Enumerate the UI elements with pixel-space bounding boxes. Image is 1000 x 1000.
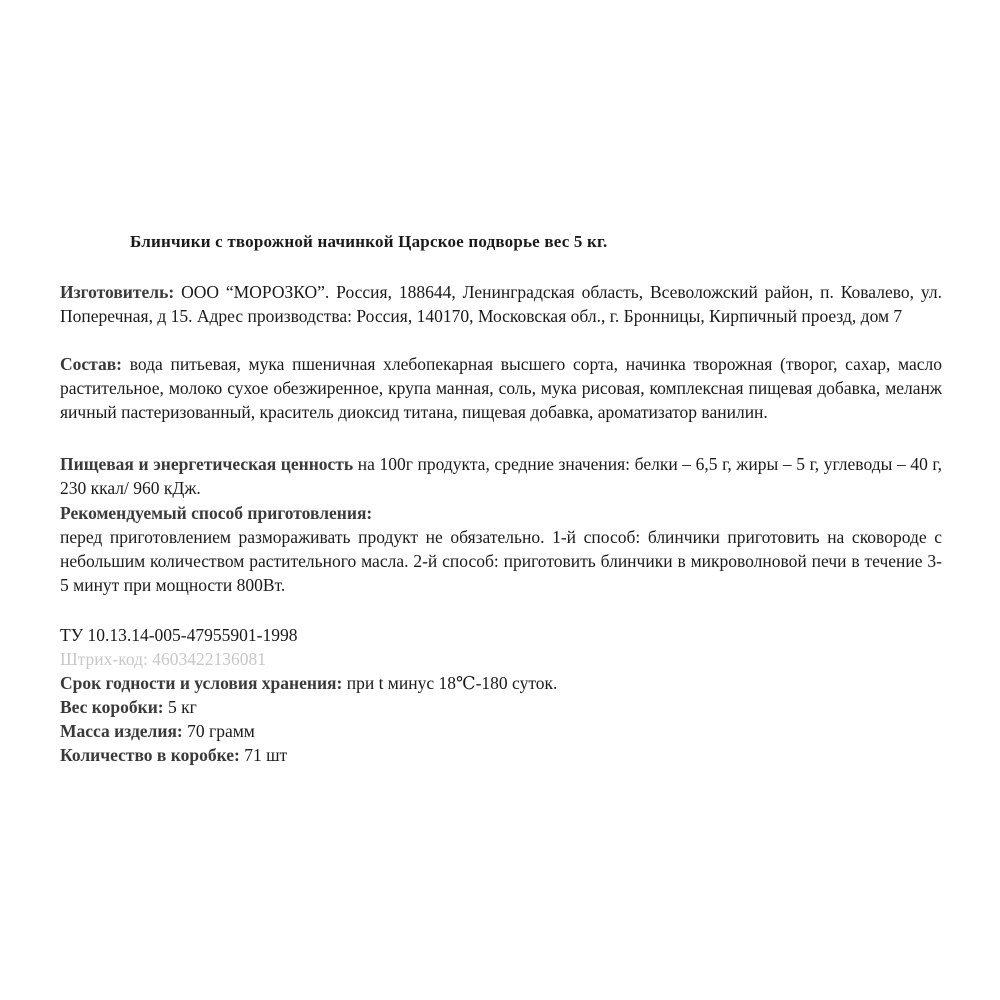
shelf-life-value: при t минус 18℃-180 суток. xyxy=(346,673,558,693)
nutrition-label: Пищевая и энергетическая ценность xyxy=(60,454,354,474)
box-weight-label: Вес коробки: xyxy=(60,697,164,717)
manufacturer-paragraph xyxy=(60,280,942,328)
barcode-line: Штрих-код: 4603422136081 xyxy=(60,649,266,669)
manufacturer-label: Изготовитель: xyxy=(60,282,175,302)
tu-line: ТУ 10.13.14-005-47955901-1998 xyxy=(60,625,298,645)
product-label-document xyxy=(60,0,942,1000)
item-mass-line xyxy=(60,719,255,743)
cooking-text: перед приготовлением размораживать продукт не обязательно. 1-й способ: блинчики приготовить на сковороде с небольшим количеством растительного масла. 2-й способ: приготовить блинчики в микроволновой печи в течение 3-5 минут при мощности 800Вт. xyxy=(60,527,942,595)
nutrition-paragraph xyxy=(60,452,942,500)
composition-label: Состав: xyxy=(60,354,122,374)
nutrition-text: на 100г продукта, средние значения: белки – 6,5 г, жиры – 5 г, углеводы – 40 г, 230 ккал/ 960 кДж. xyxy=(60,454,942,498)
box-weight-value: 5 кг xyxy=(168,697,197,717)
cooking-label: Рекомендуемый способ приготовления: xyxy=(60,503,373,523)
composition-text: вода питьевая, мука пшеничная хлебопекарная высшего сорта, начинка творожная (творог, сахар, масло растительное, молоко сухое обезжиренное, крупа манная, соль, мука рисовая, комплексная пищевая добавка, меланж яичный пастеризованный, краситель диоксид титана, пищевая добавка, ароматизатор ванилин. xyxy=(60,354,942,422)
manufacturer-text: ООО “МОРОЗКО”. Россия, 188644, Ленинградская область, Всеволожский район, п. Ковалево, ул. Поперечная, д 15. Адрес производства: Россия, 140170, Московская обл., г. Бронницы, Кирпичный проезд, дом 7 xyxy=(60,282,942,326)
box-weight-line xyxy=(60,695,197,719)
composition-paragraph xyxy=(60,352,942,424)
document-title: Блинчики с творожной начинкой Царское подворье вес 5 кг. xyxy=(130,232,608,251)
item-mass-label: Масса изделия: xyxy=(60,721,183,741)
box-qty-label: Количество в коробке: xyxy=(60,745,240,765)
box-qty-line xyxy=(60,743,287,767)
cooking-paragraph xyxy=(60,501,942,597)
shelf-life-label: Срок годности и условия хранения: xyxy=(60,673,343,693)
item-mass-value: 70 грамм xyxy=(187,721,255,741)
box-qty-value: 71 шт xyxy=(244,745,288,765)
shelf-life-line xyxy=(60,671,557,695)
